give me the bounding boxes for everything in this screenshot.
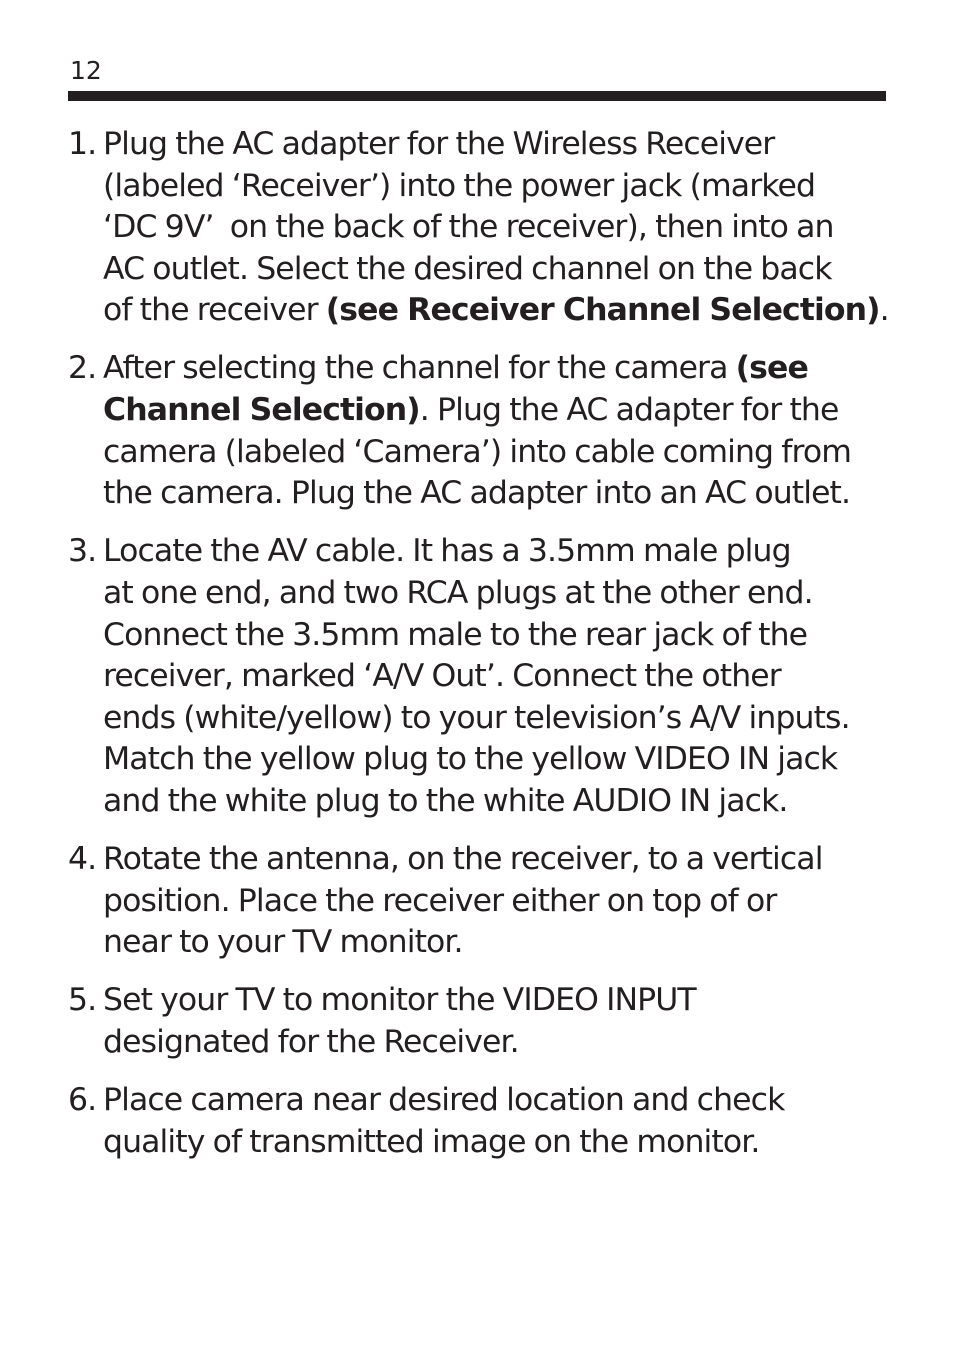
step-line: ‘DC 9V’ on the back of the receiver), then into an	[103, 209, 834, 246]
instruction-list	[68, 124, 898, 1180]
step-line: camera (labeled ‘Camera’) into cable coming from	[103, 433, 851, 470]
step-line: Rotate the antenna, on the receiver, to a vertical	[103, 841, 823, 877]
step-line: Connect the 3.5mm male to the rear jack of the	[103, 616, 808, 653]
step-line: Locate the AV cable. It has a 3.5mm male plug	[103, 533, 791, 570]
instruction-step-2	[68, 348, 898, 514]
step-line: AC outlet. Select the desired channel on the back	[103, 250, 832, 287]
header-rule	[68, 91, 886, 101]
instruction-step-6	[68, 1080, 898, 1163]
step-number: 6.	[68, 1081, 97, 1118]
step-number: 3.	[68, 533, 97, 570]
cross-reference: (see Receiver Channel Selection)	[325, 292, 880, 329]
instruction-step-4	[68, 839, 898, 964]
step-line: at one end, and two RCA plugs at the other end.	[103, 574, 813, 611]
cross-reference: Channel Selection)	[103, 392, 420, 429]
step-line: and the white plug to the white AUDIO IN jack.	[103, 782, 788, 819]
step-line: ends (white/yellow) to your television’s A/V inputs.	[103, 699, 850, 736]
instruction-step-3	[68, 531, 898, 822]
step-line: near to your TV monitor.	[103, 924, 463, 961]
step-line: position. Place the receiver either on top of or	[103, 882, 777, 919]
step-number: 1.	[68, 126, 97, 162]
step-number: 5.	[68, 982, 97, 1019]
step-line: Match the yellow plug to the yellow VIDEO IN jack	[103, 741, 838, 778]
step-line: quality of transmitted image on the monitor.	[103, 1123, 760, 1160]
step-line: Channel Selection). Plug the AC adapter for the	[103, 392, 839, 429]
step-line: Plug the AC adapter for the Wireless Receiver	[103, 126, 775, 162]
cross-reference: (see	[735, 350, 808, 387]
step-line: of the receiver (see Receiver Channel Selection).	[103, 292, 889, 329]
step-line: the camera. Plug the AC adapter into an AC outlet.	[103, 475, 851, 512]
step-line: (labeled ‘Receiver’) into the power jack (marked	[103, 167, 816, 204]
step-number: 4.	[68, 841, 97, 877]
step-line: receiver, marked ‘A/V Out’. Connect the other	[103, 658, 781, 695]
step-number: 2.	[68, 350, 97, 387]
instruction-step-1	[68, 124, 898, 332]
instruction-step-5	[68, 980, 898, 1063]
page-number: 12	[70, 56, 102, 85]
step-line: Set your TV to monitor the VIDEO INPUT	[103, 982, 696, 1019]
step-line: After selecting the channel for the camera (see	[103, 350, 808, 387]
step-line: Place camera near desired location and check	[103, 1081, 785, 1118]
step-line: designated for the Receiver.	[103, 1023, 519, 1060]
